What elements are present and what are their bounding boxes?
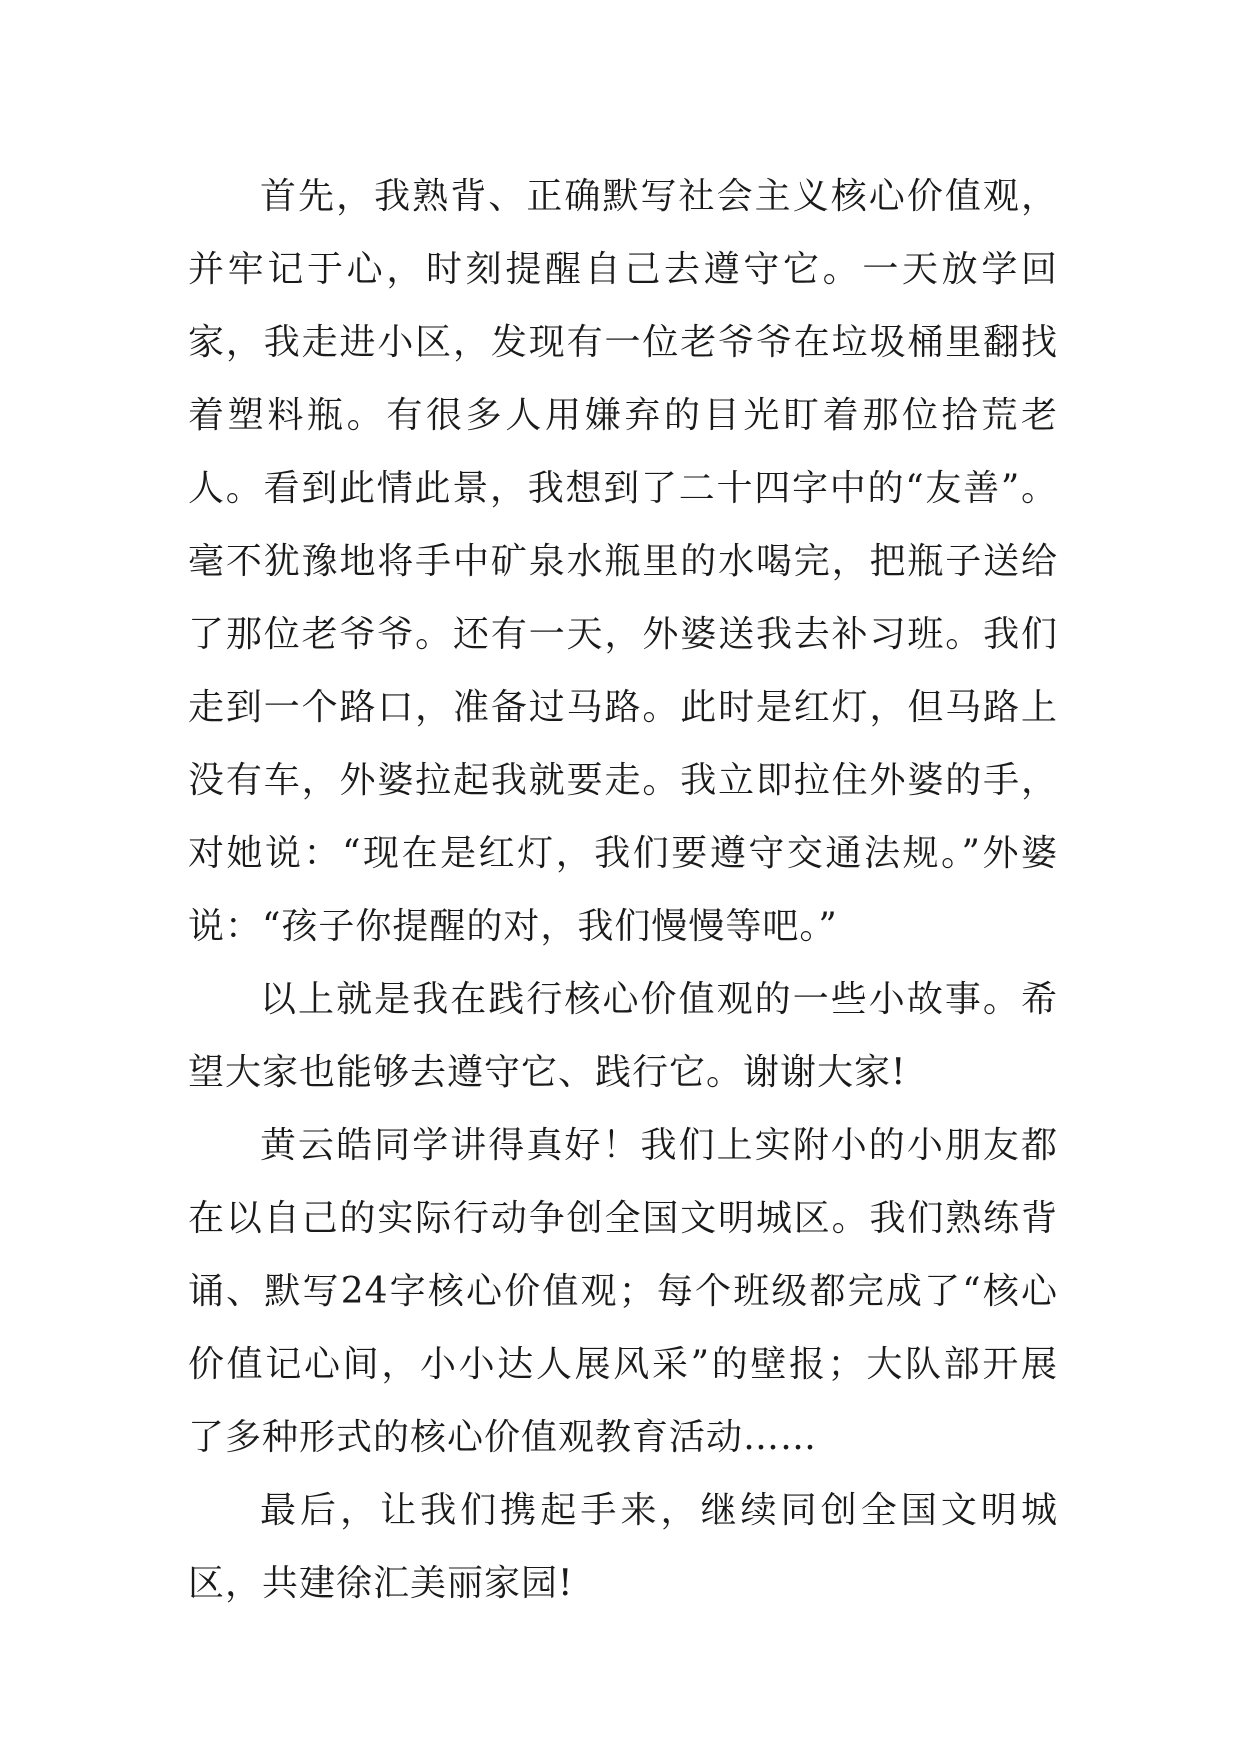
document-body bbox=[188, 160, 1058, 1620]
paragraph-story: 首先，我熟背、正确默写社会主义核心价值观，并牢记于心，时刻提醒自己去遵守它。一天放学回家，我走进小区，发现有一位老爷爷在垃圾桶里翻找着塑料瓶。有很多人用嫌弃的目光盯着那位拾荒老人。看到此情此景，我想到了二十四字中的“友善”。毫不犹豫地将手中矿泉水瓶里的水喝完，把瓶子送给了那位老爷爷。还有一天，外婆送我去补习班。我们走到一个路口，准备过马路。此时是红灯，但马路上没有车，外婆拉起我就要走。我立即拉住外婆的手，对她说：“现在是红灯，我们要遵守交通法规。”外婆说：“孩子你提醒的对，我们慢慢等吧。” bbox=[188, 176, 1058, 947]
paragraph-closing: 最后，让我们携起手来，继续同创全国文明城区，共建徐汇美丽家园! bbox=[188, 1490, 1058, 1604]
paragraph-summary: 以上就是我在践行核心价值观的一些小故事。希望大家也能够去遵守它、践行它。谢谢大家! bbox=[188, 979, 1058, 1093]
paragraph-school-activities: 黄云皓同学讲得真好！我们上实附小的小朋友都在以自己的实际行动争创全国文明城区。我们熟练背诵、默写24字核心价值观；每个班级都完成了“核心价值记心间，小小达人展风采”的壁报；大队部开展了多种形式的核心价值观教育活动…… bbox=[188, 1125, 1058, 1458]
